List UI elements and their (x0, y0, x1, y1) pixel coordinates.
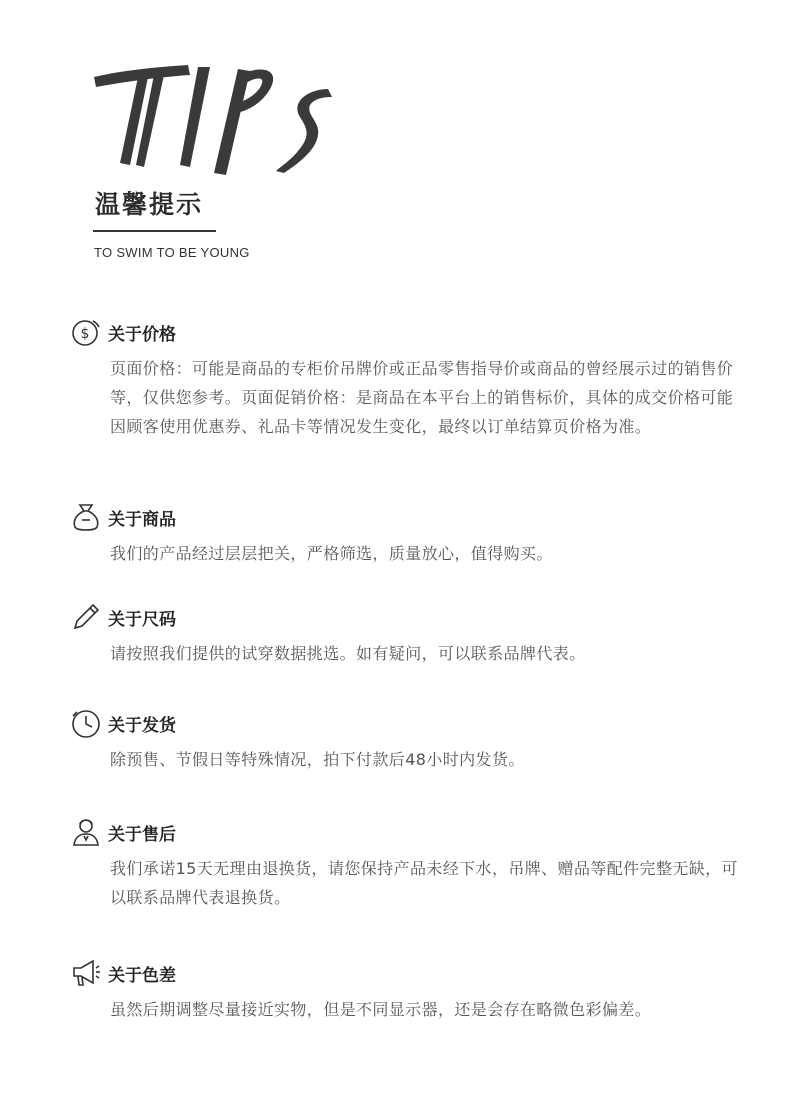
pencil-icon (68, 599, 104, 635)
section-goods (68, 499, 758, 568)
money-icon (68, 314, 104, 350)
bag-icon (68, 499, 104, 535)
svg-text:$: $ (80, 326, 90, 342)
section-title: 关于发货 (108, 715, 176, 736)
section-after-sales (68, 814, 758, 912)
section-body: 除预售、节假日等特殊情况，拍下付款后48小时内发货。 (110, 750, 525, 769)
section-title: 关于价格 (108, 324, 176, 345)
section-body: 我们的产品经过层层把关，严格筛选，质量放心，值得购买。 (110, 544, 553, 563)
tips-logo (90, 55, 350, 185)
page-title: 温馨提示 (95, 190, 204, 219)
clock-icon (68, 705, 104, 741)
section-body: 请按照我们提供的试穿数据挑选。如有疑问，可以联系品牌代表。 (110, 644, 586, 663)
page-subtitle: TO SWIM TO BE YOUNG (94, 245, 250, 260)
section-title: 关于色差 (108, 965, 176, 986)
section-shipping (68, 705, 758, 774)
section-size (68, 599, 758, 668)
service-person-icon (68, 814, 104, 850)
section-title: 关于商品 (108, 509, 176, 530)
section-title: 关于尺码 (108, 609, 176, 630)
section-body: 页面价格：可能是商品的专柜价吊牌价或正品零售指导价或商品的曾经展示过的销售价等，仅供您参考。页面促销价格：是商品在本平台上的销售标价，具体的成交价格可能因顾客使用优惠券、礼品卡等情况发生变化，最终以订单结算页价格为准。 (110, 359, 734, 436)
title-underline (93, 230, 216, 232)
section-body: 我们承诺15天无理由退换货，请您保持产品未经下水，吊牌、赠品等配件完整无缺，可以联系品牌代表退换货。 (110, 859, 738, 907)
section-color-difference (68, 955, 758, 1024)
section-price (68, 314, 758, 441)
section-title: 关于售后 (108, 824, 176, 845)
megaphone-icon (68, 955, 104, 991)
section-body: 虽然后期调整尽量接近实物，但是不同显示器，还是会存在略微色彩偏差。 (110, 1000, 652, 1019)
